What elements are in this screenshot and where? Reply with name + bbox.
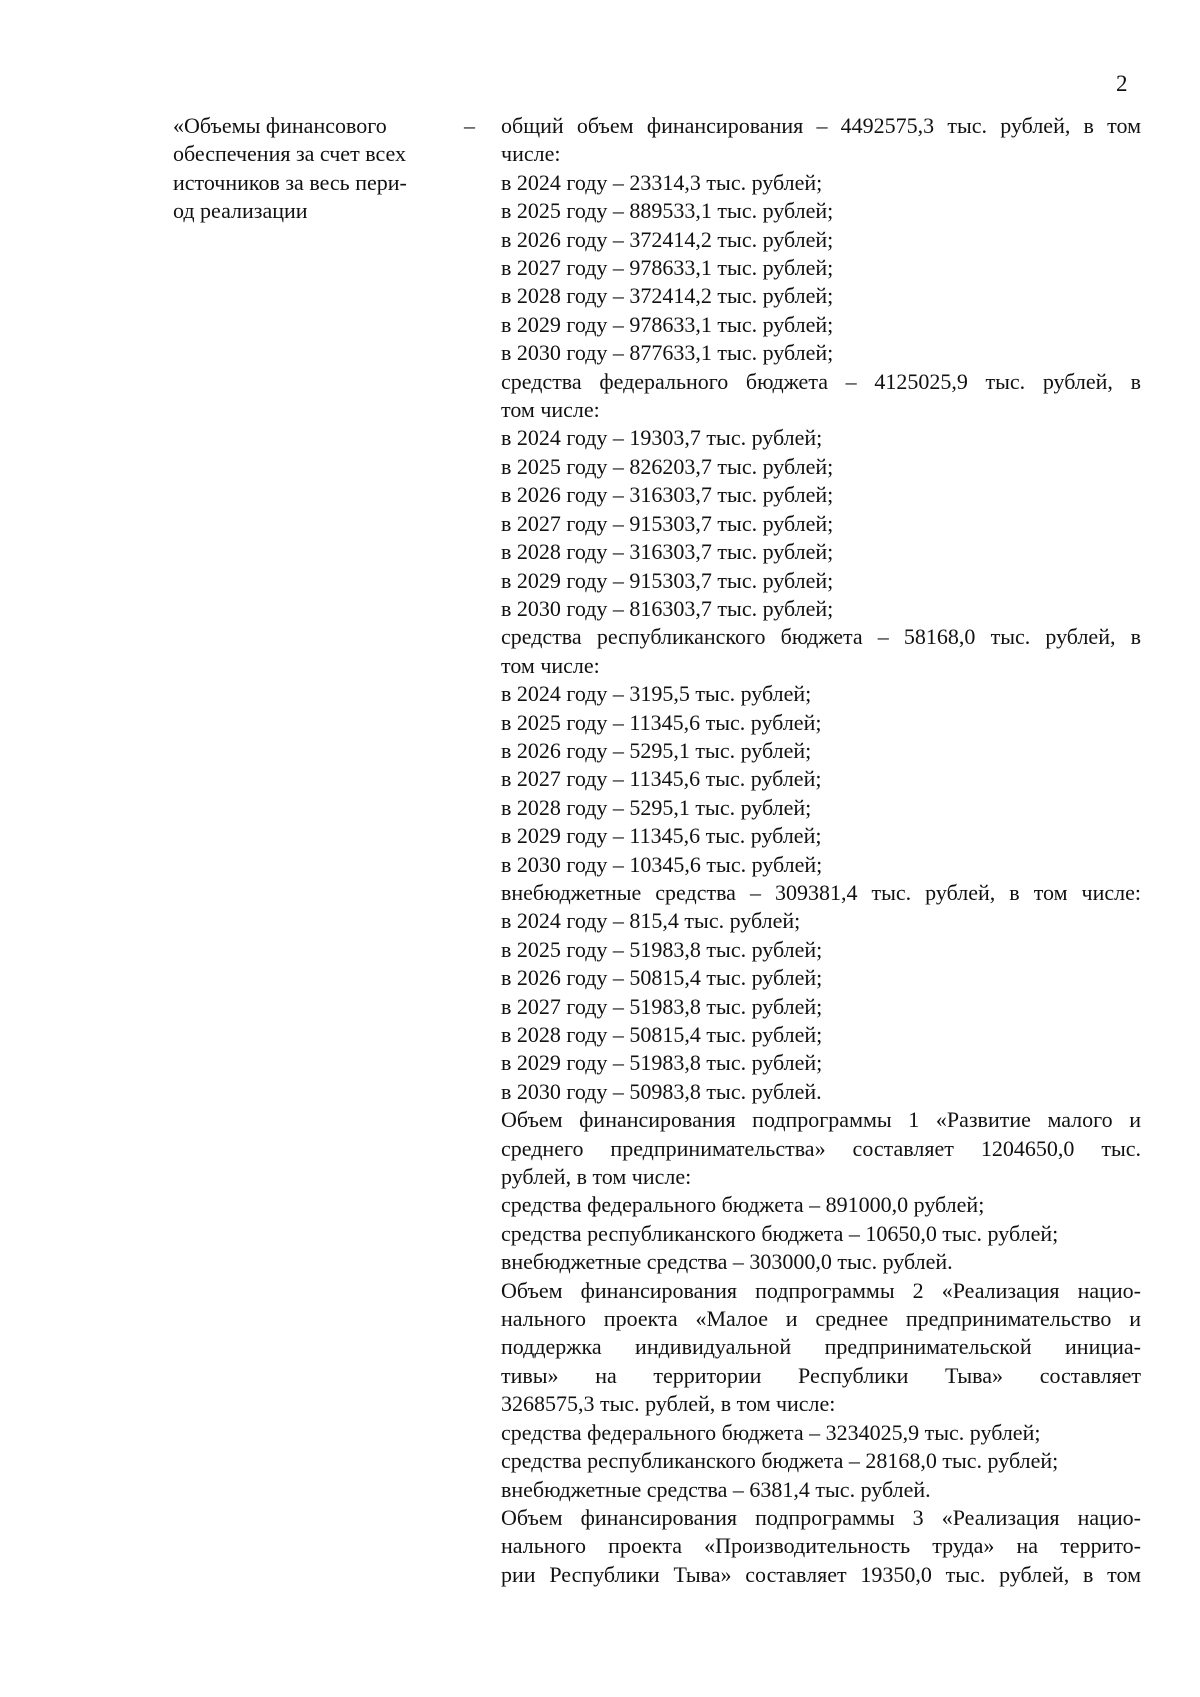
financing-line: в 2029 году – 51983,8 тыс. рублей; xyxy=(501,1050,823,1076)
financing-line: в 2028 году – 50815,4 тыс. рублей; xyxy=(501,1022,823,1047)
page-number: 2 xyxy=(1116,71,1128,96)
financing-line: в 2026 году – 372414,2 тыс. рублей; xyxy=(501,226,834,252)
financing-line: том числе: xyxy=(501,397,600,423)
financing-line: Объем финансирования подпрограммы 2 «Реализация нацио- xyxy=(501,1277,1141,1303)
financing-line: внебюджетные средства – 303000,0 тыс. рублей. xyxy=(501,1249,953,1275)
separator-dash: – xyxy=(464,113,475,138)
financing-line: тивы» на территории Республики Тыва» составляет xyxy=(501,1362,1141,1388)
financing-line: в 2027 году – 11345,6 тыс. рублей; xyxy=(501,766,822,792)
financing-line: в 2027 году – 978633,1 тыс. рублей; xyxy=(501,255,834,281)
financing-line: в 2024 году – 19303,7 тыс. рублей; xyxy=(501,425,823,451)
financing-line: среднего предпринимательства» составляет 1204650,0 тыс. xyxy=(501,1135,1141,1161)
financing-line: средства федерального бюджета – 891000,0 рублей; xyxy=(501,1192,985,1218)
financing-line: средства федерального бюджета – 3234025,9 тыс. рублей; xyxy=(501,1419,1041,1445)
financing-line: в 2029 году – 978633,1 тыс. рублей; xyxy=(501,311,834,337)
financing-details xyxy=(501,112,1141,1589)
label-line: од реализации xyxy=(173,198,308,224)
financing-line: общий объем финансирования – 4492575,3 тыс. рублей, в том xyxy=(501,113,1141,138)
financing-line: в 2025 году – 826203,7 тыс. рублей; xyxy=(501,453,834,479)
financing-line: в 2028 году – 5295,1 тыс. рублей; xyxy=(501,794,812,820)
financing-line: в 2025 году – 889533,1 тыс. рублей; xyxy=(501,198,834,224)
financing-line: в 2028 году – 372414,2 тыс. рублей; xyxy=(501,283,834,309)
financing-line: в 2026 году – 50815,4 тыс. рублей; xyxy=(501,965,823,991)
financing-line: в 2029 году – 915303,7 тыс. рублей; xyxy=(501,567,834,593)
financing-line: в 2024 году – 23314,3 тыс. рублей; xyxy=(501,169,823,195)
financing-line: в 2026 году – 316303,7 тыс. рублей; xyxy=(501,482,834,508)
financing-line: в 2030 году – 816303,7 тыс. рублей; xyxy=(501,595,834,621)
financing-line: 3268575,3 тыс. рублей, в том числе: xyxy=(501,1391,836,1417)
financing-line: внебюджетные средства – 6381,4 тыс. рублей. xyxy=(501,1476,931,1502)
financing-line: поддержка индивидуальной предпринимательской инициа- xyxy=(501,1334,1141,1360)
label-line: источников за весь пери- xyxy=(173,169,407,195)
financing-line: в 2027 году – 51983,8 тыс. рублей; xyxy=(501,993,823,1019)
financing-line: средства федерального бюджета – 4125025,9 тыс. рублей, в xyxy=(501,368,1141,394)
financing-line: том числе: xyxy=(501,652,600,678)
financing-line: в 2029 году – 11345,6 тыс. рублей; xyxy=(501,823,822,849)
financing-line: числе: xyxy=(501,141,561,167)
financing-line: в 2024 году – 3195,5 тыс. рублей; xyxy=(501,681,812,707)
financing-line: в 2028 году – 316303,7 тыс. рублей; xyxy=(501,539,834,565)
financing-line: Объем финансирования подпрограммы 3 «Реализация нацио- xyxy=(501,1504,1141,1530)
financing-line: рии Республики Тыва» составляет 19350,0 тыс. рублей, в том xyxy=(501,1561,1141,1587)
financing-line: в 2026 году – 5295,1 тыс. рублей; xyxy=(501,737,812,763)
financing-line: в 2027 году – 915303,7 тыс. рублей; xyxy=(501,510,834,536)
financing-line: в 2025 году – 11345,6 тыс. рублей; xyxy=(501,709,822,735)
label-line: «Объемы финансового xyxy=(173,113,387,138)
label-line: обеспечения за счет всех xyxy=(173,141,406,167)
financing-line: нального проекта «Производительность труда» на террито- xyxy=(501,1533,1141,1559)
financing-line: средства республиканского бюджета – 28168,0 тыс. рублей; xyxy=(501,1448,1059,1474)
financing-line: в 2030 году – 877633,1 тыс. рублей; xyxy=(501,340,834,366)
financing-line: в 2025 году – 51983,8 тыс. рублей; xyxy=(501,936,823,962)
financing-line: в 2030 году – 10345,6 тыс. рублей; xyxy=(501,851,823,877)
financing-line: рублей, в том числе: xyxy=(501,1164,692,1190)
financing-line: в 2030 году – 50983,8 тыс. рублей. xyxy=(501,1078,822,1104)
passport-row-label xyxy=(173,112,443,226)
financing-line: внебюджетные средства – 309381,4 тыс. рублей, в том числе: xyxy=(501,879,1141,905)
financing-line: средства республиканского бюджета – 58168,0 тыс. рублей, в xyxy=(501,624,1141,650)
financing-line: средства республиканского бюджета – 10650,0 тыс. рублей; xyxy=(501,1220,1059,1246)
financing-line: в 2024 году – 815,4 тыс. рублей; xyxy=(501,908,801,934)
financing-line: нального проекта «Малое и среднее предпринимательство и xyxy=(501,1306,1141,1332)
financing-line: Объем финансирования подпрограммы 1 «Развитие малого и xyxy=(501,1107,1141,1133)
